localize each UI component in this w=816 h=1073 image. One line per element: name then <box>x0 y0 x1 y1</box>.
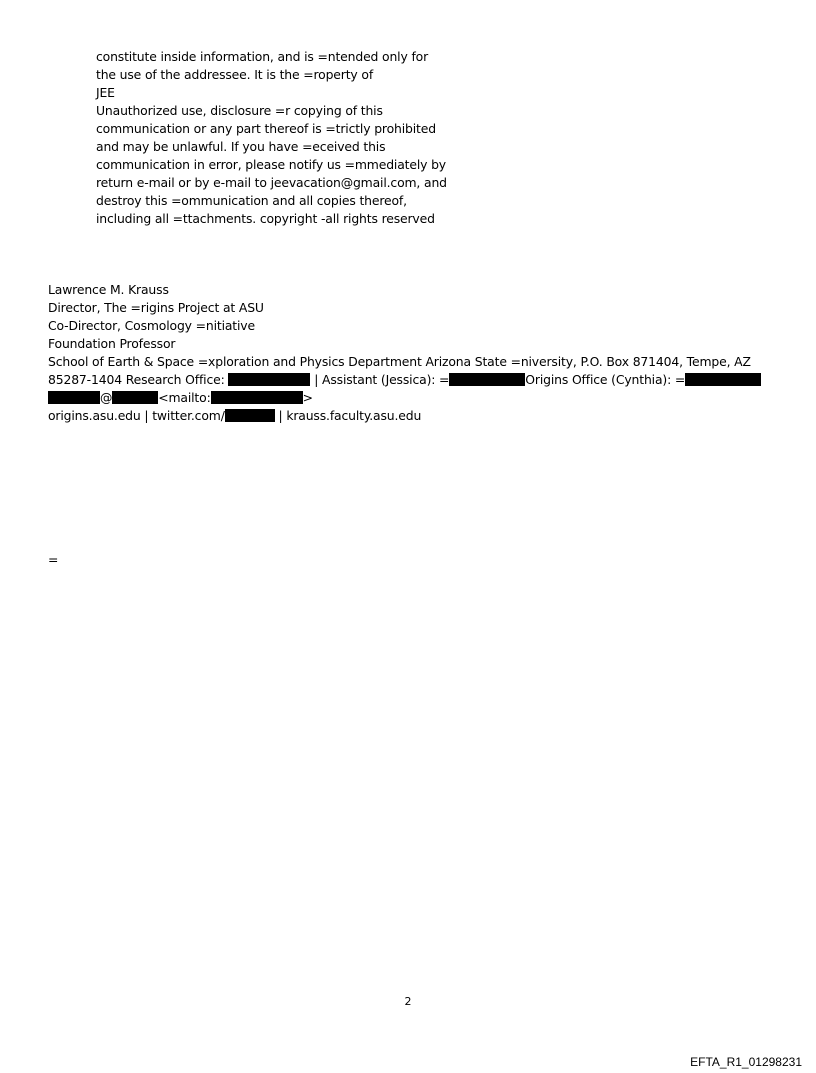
signature-name: Lawrence M. Krauss <box>48 282 169 297</box>
phone-label-assistant: | Assistant (Jessica): = <box>310 372 450 387</box>
disclaimer-line: the use of the addressee. It is the =roperty of <box>96 67 374 82</box>
disclaimer-line: return e-mail or by e-mail to jeevacation@gmail.com, and <box>96 175 447 190</box>
disclaimer-line: and may be unlawful. If you have =eceived this <box>96 139 386 154</box>
disclaimer-line: Unauthorized use, disclosure =r copying of this <box>96 103 383 118</box>
signature-title: Co-Director, Cosmology =nitiative <box>48 318 255 333</box>
page-number: 2 <box>404 995 412 1008</box>
phone-label-research: 85287-1404 Research Office: <box>48 372 229 387</box>
signature-title: Director, The =rigins Project at ASU <box>48 300 264 315</box>
disclaimer-line: JEE <box>96 85 115 100</box>
redaction-block <box>228 373 310 386</box>
links-faculty: | krauss.faculty.asu.edu <box>274 408 422 423</box>
bates-number: EFTA_R1_01298231 <box>690 1055 802 1069</box>
links-origins-twitter: origins.asu.edu | twitter.com/ <box>48 408 225 423</box>
disclaimer-line: communication or any part thereof is =trictly prohibited <box>96 121 436 136</box>
redaction-block <box>449 373 525 386</box>
signature-address: School of Earth & Space =xploration and Physics Department Arizona State =niversity, P.O. Box 871404, Tempe, AZ <box>48 354 751 369</box>
signature-title: Foundation Professor <box>48 336 176 351</box>
mailto-prefix: <mailto: <box>158 390 211 405</box>
signature-email-line <box>48 389 313 407</box>
disclaimer-line: destroy this =ommunication and all copies thereof, <box>96 193 407 208</box>
email-at: @ <box>100 390 113 405</box>
signature-phone-line <box>48 371 761 389</box>
mailto-suffix: > <box>302 390 313 405</box>
redaction-block <box>48 391 100 404</box>
disclaimer-line: communication in error, please notify us =mmediately by <box>96 157 446 172</box>
signature-links-line <box>48 407 421 425</box>
disclaimer-line: including all =ttachments. copyright -all rights reserved <box>96 211 435 226</box>
redaction-block <box>211 391 303 404</box>
redaction-block <box>112 391 158 404</box>
phone-label-origins: Origins Office (Cynthia): = <box>525 372 686 387</box>
redaction-block <box>225 409 275 422</box>
disclaimer-line: constitute inside information, and is =ntended only for <box>96 49 429 64</box>
redaction-block <box>685 373 761 386</box>
trailing-equals: = <box>48 552 59 567</box>
